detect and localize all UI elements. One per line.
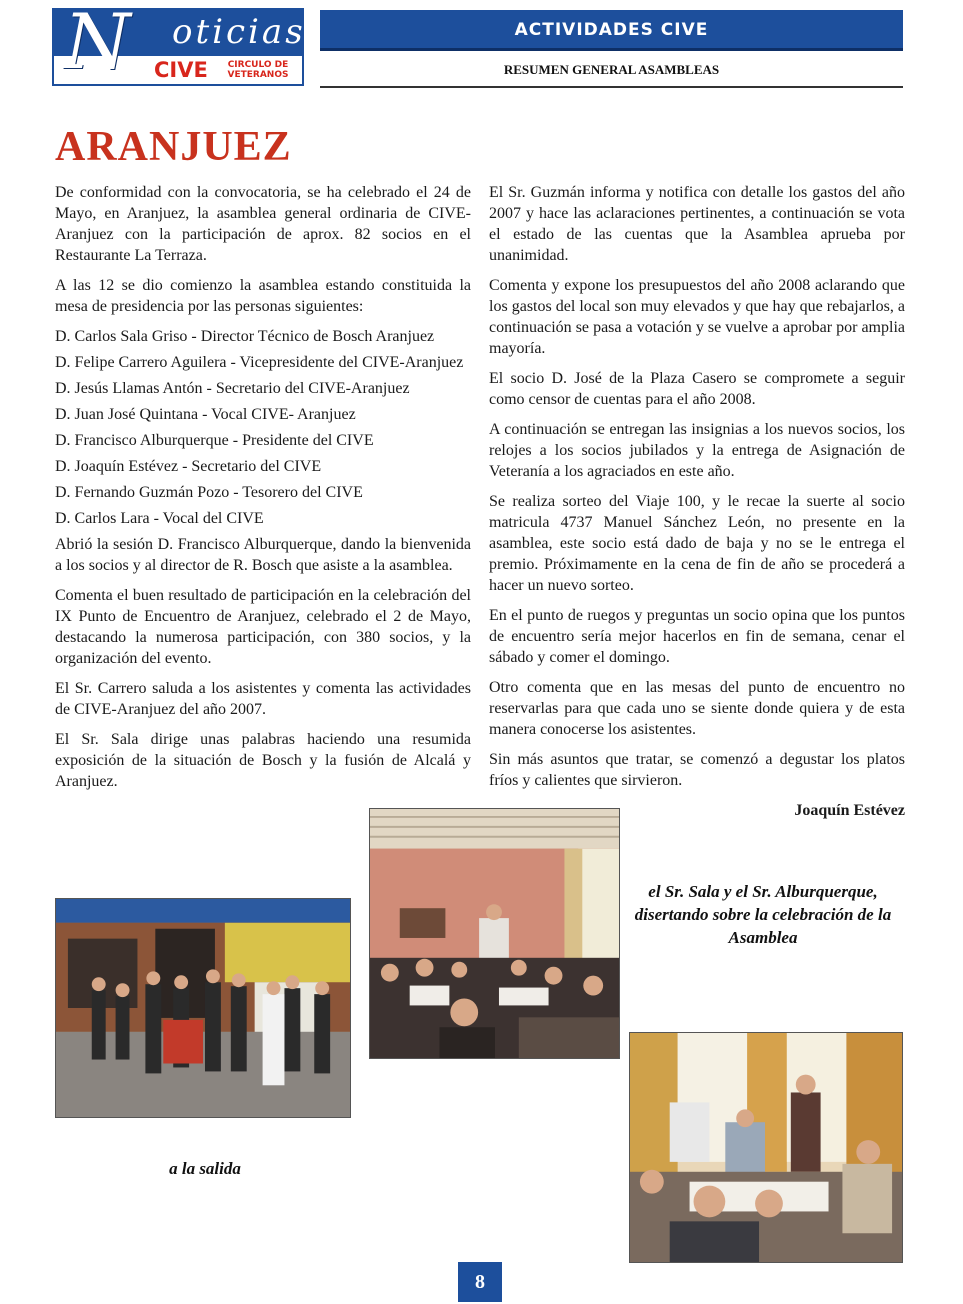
logo-word: oticias	[172, 12, 306, 52]
article-column-right	[489, 182, 905, 830]
list-item: D. Fernando Guzmán Pozo - Tesorero del CIVE	[55, 484, 363, 501]
section-banner	[320, 10, 903, 51]
list-item: D. Carlos Lara - Vocal del CIVE	[55, 510, 264, 527]
list-item: D. Carlos Sala Griso - Director Técnico de Bosch Aranjuez	[55, 328, 435, 345]
speakers-photo-image	[630, 1033, 902, 1262]
photo-caption-speakers: el Sr. Sala y el Sr. Alburquerque, disertando sobre la celebración de la Asamblea	[634, 882, 892, 947]
paragraph: A las 12 se dio comienzo la asamblea estando constituida la mesa de presidencia por las personas siguientes:	[55, 277, 471, 315]
logo-subtitle: CIRCULO DE VETERANOS	[227, 60, 289, 80]
newsletter-logo	[52, 0, 306, 86]
list-item: D. Francisco Alburquerque - Presidente del CIVE	[55, 432, 374, 449]
article-column-left	[55, 182, 471, 801]
paragraph: El socio D. José de la Plaza Casero se compromete a seguir como censor de cuentas para el año 2008.	[489, 370, 905, 408]
photo-caption-exit: a la salida	[169, 1159, 241, 1178]
assembly-photo-speakers	[629, 1032, 903, 1263]
paragraph: Comenta y expone los presupuestos del año 2008 aclarando que los gastos del local son muy elevados y que hay que rebajarlos, a continuación se pasa a votación y se vuelve a aprobar por amplia mayoría.	[489, 277, 905, 357]
assembly-photo-hall	[369, 808, 620, 1059]
paragraph: El Sr. Sala dirige unas palabras haciendo una resumida exposición de la situación de Bosch y la fusión de Alcalá y Aranjuez.	[55, 731, 471, 790]
paragraph: Otro comenta que en las mesas del punto de encuentro no reservarlas para que cada uno se siente donde quiera y de esta manera conocerse los asistentes.	[489, 679, 905, 738]
paragraph: En el punto de ruegos y preguntas un socio opina que los puntos de encuentro sería mejor hacerlos en fin de semana, cenar el sábado y comer el domingo.	[489, 607, 905, 666]
list-item: D. Jesús Llamas Antón - Secretario del CIVE-Aranjuez	[55, 380, 410, 397]
paragraph: El Sr. Carrero saluda a los asistentes y comenta las actividades de CIVE-Aranjuez del año 2007.	[55, 680, 471, 718]
paragraph: A continuación se entregan las insignias a los nuevos socios, los relojes a los socios jubilados y la entrega de Asignación de Veteranía a los agraciados en este año.	[489, 421, 905, 480]
section-subtitle: RESUMEN GENERAL ASAMBLEAS	[503, 62, 720, 77]
paragraph: El Sr. Guzmán informa y notifica con detalle los gastos del año 2007 y hace las aclaraciones pertinentes, a continuación se vota el estado de las cuentas que la Asamblea aprueba por unanimidad.	[489, 184, 905, 264]
assembly-photo-image	[370, 809, 619, 1058]
paragraph: Abrió la sesión D. Francisco Alburquerque, dando la bienvenida a los socios y al director de R. Bosch que asiste a la asamblea.	[55, 536, 471, 574]
list-item: D. Felipe Carrero Aguilera - Vicepresidente del CIVE-Aranjuez	[55, 354, 464, 371]
logo-letter: N	[64, 0, 131, 86]
paragraph: Sin más asuntos que tratar, se comenzó a degustar los platos fríos y calientes que sirvieron.	[489, 751, 905, 789]
group-photo-image	[56, 899, 350, 1117]
author-signature: Joaquín Estévez	[794, 802, 905, 819]
article-title: ARANJUEZ	[55, 124, 292, 170]
list-item: D. Joaquín Estévez - Secretario del CIVE	[55, 458, 322, 475]
paragraph: Se realiza sorteo del Viaje 100, y le recae la suerte al socio matricula 4737 Manuel Sánchez León, no presente en la asamblea, este socio está dado de baja y no se le entrega el premio. Próximamente en la cena de fin de año se procederá a hacer un nuevo sorteo.	[489, 493, 905, 594]
group-photo-exterior	[55, 898, 351, 1118]
list-item: D. Juan José Quintana - Vocal CIVE- Aranjuez	[55, 406, 356, 423]
section-title: ACTIVIDADES CIVE	[514, 20, 709, 40]
logo-brand: CIVE	[154, 58, 208, 82]
page-number: 8	[458, 1262, 502, 1302]
header-divider	[320, 86, 903, 88]
paragraph: De conformidad con la convocatoria, se ha celebrado el 24 de Mayo, en Aranjuez, la asamblea general ordinaria de CIVE-Aranjuez con la participación de aprox. 82 socios en el Restaurante La Terraza.	[55, 184, 471, 264]
paragraph: Comenta el buen resultado de participación en la celebración del IX Punto de Encuentro de Aranjuez, celebrado el 2 de Mayo, destacando la numerosa participación, con 380 socios, y la organización del evento.	[55, 587, 471, 667]
